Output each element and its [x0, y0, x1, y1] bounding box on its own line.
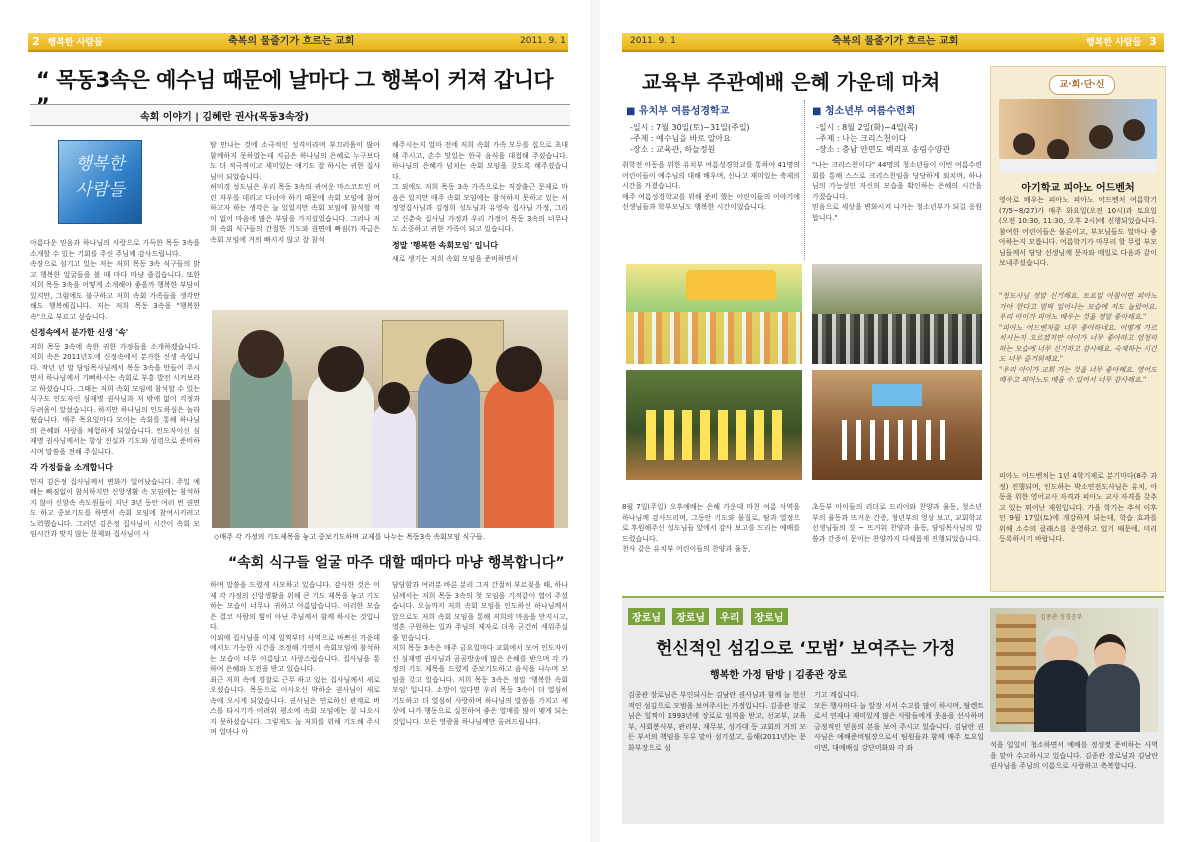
left-masthead: 축복의 물줄기가 흐르는 교회 — [228, 36, 355, 47]
left-date: 2011. 9. 1 — [520, 36, 566, 46]
left-subhead-1: 신정속에서 분가한 신생 '속' — [30, 328, 129, 337]
page-gutter — [590, 0, 600, 842]
bottom-left-text: 8월 7일(주일) 오후예배는 은혜 가운데 마친 여름 사역을 하나님께 감사드리며, 그동안 기도와 물질로, 땀과 열정으로 후원해주신 성도님들 앞에서 감사 보고를 드리는 예배를 드렸습니다. 천사 같은 유치부 어린이들의 찬양과 율동, — [622, 503, 800, 553]
right-page — [600, 0, 1190, 842]
column-divider — [804, 100, 806, 260]
photo-caption: ◇매주 각 가정의 기도제목을 놓고 중보기도하며 교제를 나누는 목동3속 속회모임 식구들. — [214, 533, 485, 541]
elder-feature-box — [622, 596, 1164, 824]
left-subhead-2: 각 가정들을 소개합니다 — [30, 463, 113, 472]
right-masthead: 축복의 물줄기가 흐르는 교회 — [832, 36, 959, 47]
sidebar-title: 아기학교 피아노 어드벤처 — [1021, 183, 1135, 194]
elder-headline: 헌신적인 섬김으로 ‘모범’ 보여주는 가정 — [656, 639, 956, 659]
sidebar-quotes: "청도사님 정말 신기해요. 토요일 아침이면 피아노 가야 한다고 벌떡 일어나는 모습에 저도 놀랐어요. 우리 아이가 피아노 배우는 것을 정말 좋아해요." "피아노 어드벤처를 너무 좋아하네요. 어떻게 가르치시는지 오르겠지만 아이가 너무 좋아하고 엄청히 하는 모습에 너무 신기하고 감사해요. 숙제하는 시간도 너무 즐거워해요." "우리 아이가 교회 가는 것을 너무 좋아해요. 영어도 배우고 피아노도 배울 수 있어서 너무 감사해요." — [999, 292, 1157, 384]
happy-people-logo — [58, 140, 142, 224]
left-byline: 속회 이야기 | 김혜란 권사(목동3속장) — [30, 104, 570, 126]
church-news-sidebar — [990, 66, 1166, 592]
vbs-group-photo — [626, 264, 802, 364]
left-col3c-text: 담담함과 여러분 바른 분리 그저 간절히 부르짖을 때, 하나님께서는 저희 목동 3속의 첫 모임을 기적같이 열어 주셨습니다. 오늘까지 저희 속회 모임을 인도하신 하나님께서 앞으로도 저희 속회 모임을 통해 저희의 마음을 만지시고, 영혼 구원하는 일과 주님의 제자로 더욱 굳건히 세워주실 줄 믿습니다. 저희 목동 3속은 매주 금요일마다 교회에서 모여 인도자이신 심재명 권사님과 곰곰방송에 많은 은혜를 받으며 각 가정의 기도 제목을 드렸게 중보기도하고 음식을 나누며 모임을 갖고 있습니다. 저희 목동 3속은 정말 '행복한 속회 모임' 입니다. 소망이 있다면 우리 목동 3속이 더 열심히 기도하고 더 열심히 사랑하며 하나님의 말씀을 가지고 세상에 나가 행동으로 실천하여 좋은 열매를 많이 맺게 되는 것입니다. 모든 영광을 하나님께만 올려드립니다. — [392, 581, 568, 726]
left-subhead-3: 정말 '행복한 속회모임' 입니다 — [392, 240, 498, 250]
elder-byline: 행복한 가정 탐방 | 김종관 장로 — [710, 670, 847, 681]
elder-couple-photo — [990, 608, 1158, 732]
kids-title: ■ 유치부 여름성경학교 — [626, 106, 730, 117]
right-headline: 교육부 주관예배 은혜 가운데 마쳐 — [642, 70, 941, 94]
youth-group-photo — [812, 264, 982, 364]
left-col2b-text: 하며 말씀을 드렸게 사모하고 있습니다. 감사한 것은 이제 각 가정의 신앙생활을 위해 큰 기도 제목을 놓고 기도하는 모습이 너무나 귀하고 아름답습니다. 이러한 모습은 결코 사람의 힘이 아닌 주님께서 함께 하시는 것입니다. 이외에 집사님을 이제 일찍부터 사역으로 바쁘신 가운데에서도 가능한 시간을 조정해 가면서 속회모임에 참석하는 모습이 너무 아름답고 사랑스럽습니다. 집사님을 통하여 은혜와 도전을 받고 있습니다. 최근 저희 속에 경찰로 근무 하고 있는 집사님께서 새로 오셨습니다. 목동으로 이사오신 박하순 권사님이 새로 속에 오시게 되었습니다. 권사님은 연로하신 관계로 버스를 타시기가 어려워 평소에 속회 모임에는 잘 나오시지 못하셨습니다. 그렇게도 늘 저희를 위해 기도해 주시며 얼마나 아 — [210, 581, 380, 736]
elder-col2: 기고 계십니다. 모든 행사마다 늘 앞장 서서 수고를 많이 하시며, 탈렌트로서 연재나 재미있게 많은 사람들에게 웃음을 선사하며 긍정적인 믿음의 본을 보여 주시고 있습니다. 김남란 권사님은 예배준비팀장으로서 팀원들과 함께 매주 토요일이면, 대예배실 강단미화와 각 좌 — [814, 691, 984, 752]
right-header-bar — [622, 33, 1164, 52]
youth-body: "나는 크리스천이다" 44명의 청소년들이 이번 여름수련회를 통해 스스로 크리스천임을 당당하게 외치며, 하나님의 가능성인 자신의 모습을 확인하는 은혜의 시간을 가졌습니다. 믿음으로 세상을 변화시켜 나가는 청소년부가 되길 응원합니다." — [812, 161, 982, 222]
youth-stage-photo — [812, 370, 982, 480]
left-headline: “ 목동3속은 예수님 때문에 날마다 그 행복이 커져 갑니다 — [36, 68, 554, 92]
kids-body: 취학전 아동을 위한 유치부 여름성경학교를 통하여 41명의 어린이들이 예수님의 대해 배우며, 신나고 재미있는 축제의 시간을 가졌습니다. 매주 여름성경학교를 위해 준비 했는 어린이들의 이야기에 선생님들과 학부모님도 행복한 시간이었습니다. — [622, 161, 800, 211]
sidebar-body: 영아로 배우는 피아노 피아노 어드벤처 여름학기(7/5~8/27)가 매주 화요일(오전 10시)과 토요일(오전 10:30, 11:30, 오후 2시)에 진행되었습니다. 참여한 어린이들은 물론이고, 부모님들도 얼마나 좋아하는지 모릅니다. 여름학기가 마무리 할 무렵 부모님들께서 담당 선생님께 문자와 메일로 다음과 같이 보내주셨습니다. — [999, 196, 1157, 267]
left-col1-text: 아름다운 믿음과 하나님의 사랑으로 가득한 목동 3속을 소개할 수 있는 기회를 주신 주님께 감사드립니다. 속장으로 섬기고 있는 저는 저희 목동 3속 식구들의 밝고 행복한 얼굴들을 볼 때 마다 마냥 즐겁습니다. 또한 저희 목동 3속을 어떻게 소개해야 좋을까 행복한 부담이 있지만, 그럼에도 불구하고 저희 속회 가족들을 생각만해도 행복해집니다. 저는 저희 목동 3속을 "행복한 속"으로 부르고 싶습니다. 신정속에서 분가한 신생 '속' 저희 목동 3속에 속한 귀한 가정들을 소개하겠습니다. 저희 속은 2011년도에 신정속에서 분가한 신생 속입니다. 작년 년 말 담임목사님께서 목동 3속을 만들어 주시면서 하나님께서 기뻐하시는 속회로 부흥 발전 시켜보라고 하셨습니다. 그때는 저희 속회 모임에 참석할 수 있는 식구도 인도자인 심재명 권사님과 저 밖에 없어 걱정과 두려움이 앞섰습니다. 하지만 하나님의 인도하심은 놀라웠습니다. 매주 목요일마다 모이는 속회를 통해 하나님의 은혜와 사랑을 체험하게 되었습니다. 인도자이신 심재명 권사님께서는 항상 진실과 기도와 성령으로 준비하시며 말씀을 전해 주십니다. 각 가정들을 소개합니다 먼저 김은정 집사님께서 변화가 일어났습니다. 주일 예배는 빠짐없이 참석하지만 신앙생활 속 모임에는 참석하지 않아 신앙속 속도원들이 지난 3년 동안 여러 번 권면도 하고 중보기도를 하면서 속회 모임에 참여시키려고 노력했습니다. 그러던 김은정 집사님이 시간이 속회 모임시간과 맞지 않는 문제와 집사님이 사 — [30, 239, 200, 538]
right-page-number: 행복한 사람들 3 — [1086, 35, 1157, 48]
left-header-bar — [28, 33, 568, 52]
right-date: 2011. 9. 1 — [630, 36, 676, 46]
youth-title: ■ 청소년부 여름수련회 — [812, 106, 916, 117]
vbs-stage-photo — [626, 370, 802, 480]
left-page — [0, 0, 590, 842]
elder-tag-4: 장로님 — [751, 608, 788, 625]
left-headline-2: “속회 식구들 얼굴 마주 대할 때마다 마냥 행복합니다” — [228, 555, 565, 571]
sidebar-header: 교·회·단·신 — [1049, 75, 1115, 95]
left-col2-text: 탐 만나는 것에 소극적인 성격이라며 부끄러움이 많아 함께하지 못하였는데 지금은 하나님의 은혜로 누구보다도 더 적극적이고 재미있는 얘기도 잘 하시는 귀한 집사님이 되었습니다. 허미경 성도님은 우리 목동 3속의 귀여운 마스코트인 어린 자우를 데리고 다녀야 하기 때문에 속회 모임에 참여하고자 하는 생각은 늘 있었지만 속회 모임에 참석할 적이 없어 마음에 많은 부담을 가지셨었습니다. 그러나 저희 속회 식구들의 간절한 기도와 권면에 빠짐(?) 자급은 속회 모임에 거의 빠지지 않고 잘 참석 — [210, 141, 380, 244]
piano-class-photo — [999, 99, 1157, 173]
cell-group-photo — [212, 310, 568, 528]
kids-info: -일시 : 7월 30일(토)~31일(주일) -주제 : 예수님을 바로 알아요 -장소 : 교육관, 하늘정원 — [630, 123, 750, 154]
elder-photo-label: 김종관 성경공부 — [1040, 614, 1083, 621]
left-col3-text: 해주시는지 얼마 전에 저희 속회 가족 모두를 집으로 초대해 주시고, 손수 맛있는 한국 음식을 대접해 주셨습니다. 하나님의 은혜가 넘치는 속회 모임을 갖도록 해주셨습니다. 그 외에도 저희 목동 3속 가족으로는 직장출근 문제로 마음은 있지만 매주 속회 모임에는 참석하지 못하고 있는 서정영집사님과 김정희 성도님과 유영숙 집사님 가정, 그리고 신춘숙 집사님 가정과 우리 가정이 목동 3속의 너무나도 소중하고 귀한 가족이 되고 있습니다. 정말 '행복한 속회모임' 입니다 새로 생기는 저희 속회 모임을 준비하면서 — [392, 141, 568, 263]
logo-text: 행복한 사람들 — [75, 154, 125, 200]
elder-col3: 석을 일일이 청소하면서 예배를 정성껏 준비하는 사역을 맡아 수고하시고 있습니다. 김종관 장로님과 김남란 권사님을 주님의 이름으로 사랑하고 축복합니다. — [990, 741, 1158, 770]
youth-info: -일시 : 8월 2일(화)~4일(목) -주제 : 나는 크리스천이다 -장소 : 충남 안면도 백리포 송림수양관 — [816, 123, 951, 154]
elder-tag-2: 장로님 — [672, 608, 709, 625]
sidebar-body-2: 피아노 어드벤처는 1년 4학기제로 분기마다(8주 과정) 진행되며, 인도하는 박소연전도사님은 유치, 아동을 위한 영어교사 자격과 피아노 교사 자격을 갖추고 있는 뛰어난 재원입니다. 가을 학기는 추석 이후인 9월 17일(토)에 개강하게 되는데, 학습 효과를 위해 소수의 클래스를 운영하고 있기 때문에, 미리 등록하시기 바랍니다. — [999, 472, 1157, 543]
elder-col1: 김종관 장로님은 부인되시는 김남란 권사님과 함께 늘 헌신적인 섬김으로 모범을 보여주시는 가정입니다. 김종관 장로님은 일찍이 1993년에 장로로 임직을 받고, 선교부, 교육부, 사회봉사부, 관리부, 재무부, 성가대 등 교회의 거의 모든 부서의 책임을 두루 맡아 섬기셨고, 올해(2011년)는 문화부장으로 섬 — [628, 691, 806, 752]
bottom-right-text: 초등부 아이들의 리더로 드리어와 찬양과 율동, 청소년부의 율동과 뜨거운 간증, 청년부의 영상 보고, 교회학교 선생님들의 짓 ~ 뜨거워 찬양과 율동, 담임목사님의 말씀과 간증이 문이는 찬양까지 다채롭게 진행되었습니다. — [812, 503, 982, 543]
elder-tag-row — [628, 606, 788, 625]
elder-tag-1: 장로님 — [628, 608, 665, 625]
left-page-number: 2 행복한 사람들 — [32, 35, 103, 48]
elder-tag-3: 우리 — [716, 608, 743, 625]
